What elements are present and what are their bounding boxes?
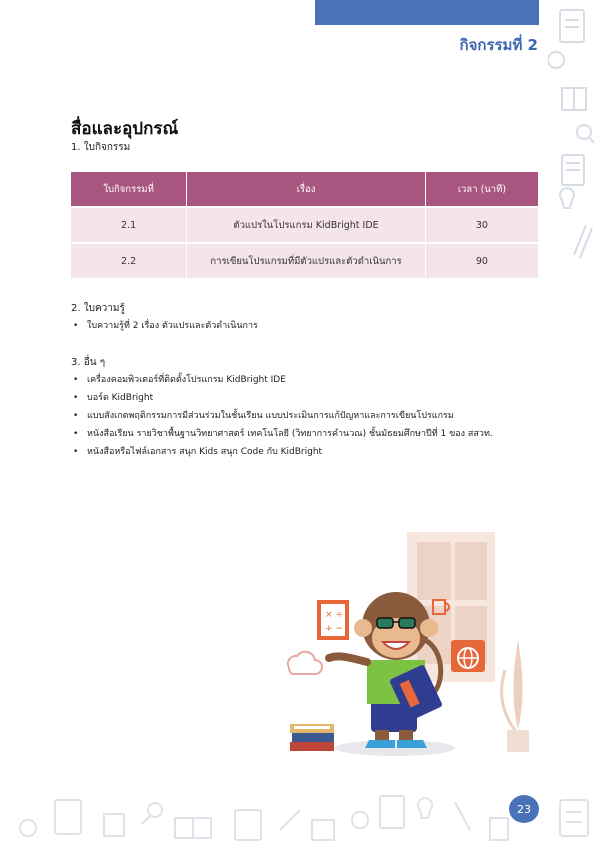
table-cell: 2.1 (71, 207, 187, 243)
table-row (71, 243, 538, 278)
worksheet-table (71, 172, 538, 278)
monkey-illustration (285, 530, 535, 765)
list-item: • ใบความรู้ที่ 2 เรื่อง ตัวแปรและตัวดำเนินการ (85, 317, 258, 335)
table-cell: 30 (425, 207, 538, 243)
table-cell: ตัวแปรในโปรแกรม KidBright IDE (187, 207, 426, 243)
svg-text:× ÷: × ÷ (325, 610, 343, 620)
table-cell: การเขียนโปรแกรมที่มีตัวแปรและตัวดำเนินการ (187, 243, 426, 278)
plant-icon (502, 640, 529, 752)
page-number: 23 (509, 795, 539, 823)
bottom-decoration-icons (0, 780, 595, 842)
list-item: • เครื่องคอมพิวเตอร์ที่ติดตั้งโปรแกรม KidBright IDE (85, 371, 493, 389)
column-header: ใบกิจกรรมที่ (71, 172, 187, 207)
item-2-label: 2. ใบความรู้ (71, 303, 125, 314)
table-cell: 2.2 (71, 243, 187, 278)
knowledge-sheet-list (71, 317, 258, 335)
table-row (71, 207, 538, 243)
list-item: • บอร์ด KidBright (85, 389, 493, 407)
column-header: เรื่อง (187, 172, 426, 207)
globe-icon (451, 640, 485, 672)
item-1-label: 1. ใบกิจกรรม (71, 142, 131, 153)
calculator-icon (317, 600, 349, 640)
table-header-row (71, 172, 538, 207)
table-cell: 90 (425, 243, 538, 278)
svg-text:+ −: + − (325, 624, 343, 634)
cloud-icon (288, 652, 322, 674)
activity-title: กิจกรรมที่ 2 (459, 36, 538, 54)
list-item: • หนังสือหรือไฟล์เอกสาร สนุก Kids สนุก Code กับ KidBright (85, 443, 493, 461)
item-3-label: 3. อื่น ๆ (71, 357, 106, 368)
list-item: • แบบสังเกตพฤติกรรมการมีส่วนร่วมในชั้นเรียน แบบประเมินการแก้ปัญหาและการเขียนโปรแกรม (85, 407, 493, 425)
section-heading: สื่อและอุปกรณ์ (71, 119, 179, 139)
list-item: • หนังสือเรียน รายวิชาพื้นฐานวิทยาศาสตร์ เทคโนโลยี (วิทยาการคำนวณ) ชั้นมัธยมศึกษาปีที่ 1 ของ สสวท. (85, 425, 493, 443)
other-items-list (71, 371, 493, 461)
column-header: เวลา (นาที) (425, 172, 538, 207)
books-stack-icon (290, 724, 334, 751)
side-decoration-icons (548, 0, 595, 270)
header-bar (315, 0, 539, 25)
